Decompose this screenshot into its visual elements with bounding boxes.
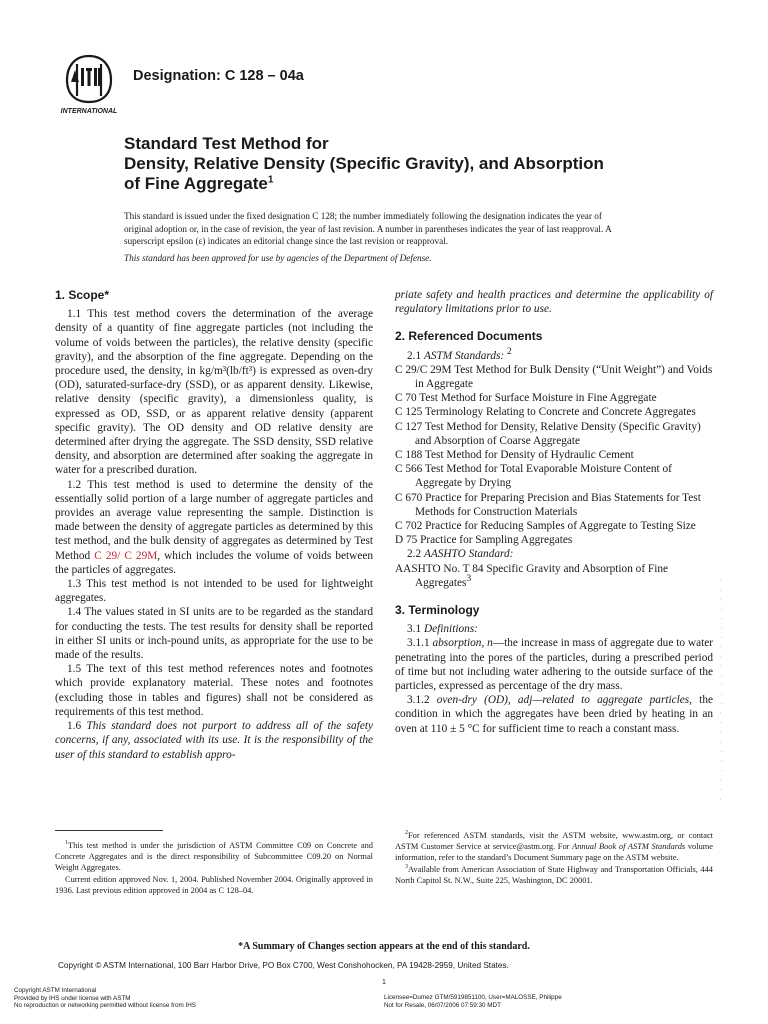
para-1-2: 1.2 This test method is used to determine the density of the essentially solid portion of a large number of aggregate particles and provides an average value representing the sample. Distinction is made between the density of aggregate particles as determined by this test method, and the bulk density of aggregates as determined by Test Method C 29/ C 29M, which includes the volume of voids between the particles of aggregates.: [55, 478, 374, 576]
license-left: Copyright ASTM International Provided by IHS under license with ASTM No reproduction or networking permitted without license from IHS: [14, 987, 196, 1009]
right-column: [395, 288, 713, 736]
astm-standards-label: 2.1 ASTM Standards: $^2$: [407, 346, 512, 362]
reference-item: C 566 Test Method for Total Evaporable Moisture Content of Aggregate by Drying: [395, 463, 672, 490]
reference-item: C 70 Test Method for Surface Moisture in Fine Aggregate: [395, 392, 657, 405]
referenced-documents-heading: 2. Referenced Documents: [395, 329, 543, 344]
footnote-2: $^2$For referenced ASTM standards, visit the ASTM website, www.astm.org, or contact ASTM Customer Service at service@astm.org. For Annual Book of ASTM Standards volume information, refer to the standard’s Document Summary page on the ASTM website.: [395, 830, 713, 863]
terminology-heading: 3. Terminology: [395, 603, 480, 618]
reference-item: C 127 Test Method for Density, Relative Density (Specific Gravity) and Absorption of Coarse Aggregate: [395, 420, 701, 447]
designation: Designation: C 128 – 04a: [133, 68, 304, 84]
c29-link[interactable]: C 29/ C 29M: [94, 549, 158, 562]
footnotes-right: [395, 830, 713, 886]
astm-logo: [55, 52, 123, 116]
footnote-1: $^1$This test method is under the jurisdiction of ASTM Committee C09 on Concrete and Concrete Aggregates and is the direct responsibility of Subcommittee C09.20 on Normal Weight Aggregates. Current edition approved Nov. 1, 2004. Published November 2004. Originally approved in 1936. Last previous edition approved in 2004 as C 128–04.: [55, 840, 373, 895]
para-1-5: 1.5 The text of this test method references notes and footnotes which provide explanatory material. These notes and footnotes (excluding those in tables and figures) shall not be considered as requirements of this test method.: [55, 663, 373, 718]
license-right: Licensee=Dumez GTM/5919851100, User=MALOSSE, Philippe Not for Resale, 06/07/2006 07:59:30 MDT: [384, 994, 562, 1009]
title-footnote-mark: 1: [267, 174, 274, 186]
term-absorption: 3.1.1 absorption, n—the increase in mass of aggregate due to water penetrating into the pores of the particles, during a prescribed period of time but not including water adhering to the outside surface of the particles, expressed as percentage of the dry mass.: [395, 637, 714, 693]
para-1-4: 1.4 The values stated in SI units are to be regarded as the standard for conducting the tests. The test results for density shall be reported in either SI units or inch-pound units, as appropriate for the use to be made of the results.: [55, 606, 373, 662]
reference-item: D 75 Practice for Sampling Aggregates: [395, 534, 573, 547]
dod-approval-note: This standard has been approved for use by agencies of the Department of Defense.: [124, 253, 432, 263]
page-number: 1: [382, 979, 386, 986]
left-column: [55, 288, 373, 762]
reference-item: C 29/C 29M Test Method for Bulk Density (“Unit Weight”) and Voids in Aggregate: [395, 363, 713, 391]
reference-item: C 702 Practice for Reducing Samples of Aggregate to Testing Size: [395, 520, 696, 533]
footnote-rule-left: [55, 830, 163, 831]
term-oven-dry: 3.1.2 oven-dry (OD), adj—related to aggregate particles, the condition in which the aggregates have been dried by heating in an oven at 110 ± 5 °C for sufficient time to reach a constant mass.: [395, 694, 713, 735]
reference-item: C 670 Practice for Preparing Precision and Bias Statements for Test Methods for Construction Materials: [395, 491, 701, 518]
footnote-3: $^3$Available from American Association of State Highway and Transportation Officials, 444 North Capitol St. N.W., Suite 225, Washington, DC 20001.: [395, 863, 713, 885]
aashto-reference: AASHTO No. T 84 Specific Gravity and Absorption of Fine Aggregates$^3$: [395, 562, 668, 589]
issuance-note: This standard is issued under the fixed designation C 128; the number immediately following the designation indicates the year of original adoption or, in the case of revision, the year of last revision. A number in parentheses indicates the year of last reapproval. A superscript epsilon (ε) indicates an editorial change since the last revision or reapproval.: [124, 211, 612, 247]
copyright-line: Copyright © ASTM International, 100 Barr Harbor Drive, PO Box C700, West Conshohocken, PA 19428-2959, United States.: [58, 961, 509, 970]
title-line-1: Standard Test Method for: [124, 134, 329, 153]
logo-international-text: INTERNATIONAL: [60, 108, 118, 115]
reference-item: C 188 Test Method for Density of Hydraulic Cement: [395, 449, 634, 462]
para-1-6: 1.6 This standard does not purport to address all of the safety concerns, if any, associated with its use. It is the responsibility of the user of this standard to establish appro-: [55, 720, 373, 761]
definitions-label: 3.1 Definitions:: [407, 623, 478, 636]
para-1-1: 1.1 This test method covers the determination of the average density of a quantity of fine aggregate particles (not including the volume of voids between the particles), the relative density (specific gravity), and the absorption of the fine aggregate. Depending on the procedure used, the density, in kg/m³(lb/ft³) is expressed as oven-dry (OD), saturated-surface-dry (SSD), or as apparent density. Likewise, relative density (specific gravity), a dimensionless quality, is expressed as OD, SSD, or as apparent relative density (apparent specific gravity). The OD density and OD relative density are determined after drying the aggregate. The SSD density, SSD relative density, and absorption are determined after soaking the aggregate in water for a prescribed duration.: [55, 308, 373, 477]
document-title: [124, 134, 684, 194]
para-1-3: 1.3 This test method is not intended to be used for lightweight aggregates.: [55, 578, 373, 605]
title-line-3: of Fine Aggregate$^1$: [124, 174, 274, 193]
title-line-2: Density, Relative Density (Specific Gravity), and Absorption: [124, 154, 604, 173]
margin-watermark: - - - , , , - - - - , , , , - - - , , , , - - -: [718, 576, 724, 800]
para-1-6-continued: priate safety and health practices and determine the applicability of regulatory limitations prior to use.: [395, 289, 713, 316]
scope-heading: 1. Scope*: [55, 288, 110, 302]
aashto-standard-label: 2.2 AASHTO Standard:: [407, 548, 514, 561]
reference-item: C 125 Terminology Relating to Concrete and Concrete Aggregates: [395, 406, 696, 419]
summary-of-changes-note: *A Summary of Changes section appears at the end of this standard.: [238, 941, 530, 952]
